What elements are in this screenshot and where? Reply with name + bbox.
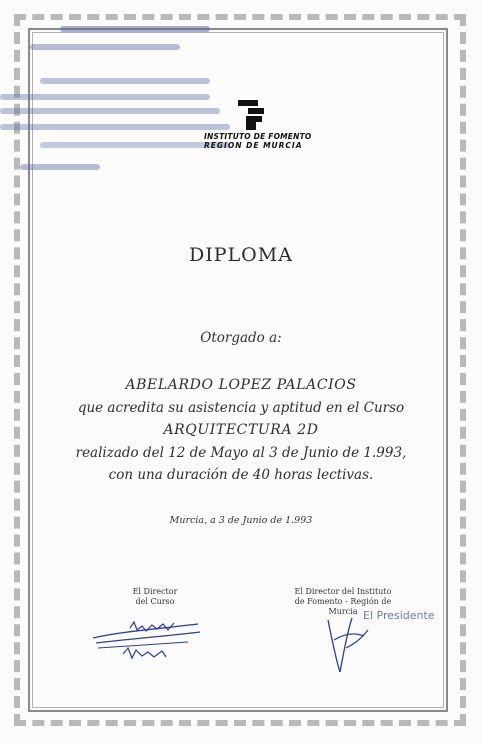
right-signatory-line2: de Fomento - Región de: [294, 597, 392, 606]
director-signature: [88, 610, 208, 670]
institute-name-line2: REGION DE MURCIA: [204, 141, 303, 150]
diploma-body: [0, 374, 482, 487]
right-signatory-line3: Murcia: [328, 607, 358, 616]
diploma-title: DIPLOMA: [189, 244, 293, 266]
body-text-line1: que acredita su asistencia y aptitud en el Curso: [77, 399, 405, 416]
awarded-label: Otorgado a:: [200, 330, 282, 346]
left-signatory-line1: El Director: [132, 587, 178, 596]
course-name: ARQUITECTURA 2D: [163, 422, 319, 438]
body-text-line3: con una duración de 40 horas lectivas.: [108, 467, 374, 483]
left-signatory-title: [105, 587, 205, 607]
recipient-name: ABELARDO LOPEZ PALACIOS: [125, 377, 357, 393]
right-signatory-line1: El Director del Instituto: [294, 587, 392, 596]
president-stamp: El Presidente: [363, 609, 435, 622]
institute-name: [204, 132, 324, 150]
place-date: Murcia, a 3 de Junio de 1.993: [169, 515, 313, 526]
institute-name-line1: INSTITUTO DE FOMENTO: [204, 132, 312, 141]
president-signature: [318, 610, 448, 680]
left-signatory-line2: del Curso: [135, 597, 175, 606]
body-text-line2: realizado del 12 de Mayo al 3 de Junio de 1.993,: [75, 444, 407, 461]
